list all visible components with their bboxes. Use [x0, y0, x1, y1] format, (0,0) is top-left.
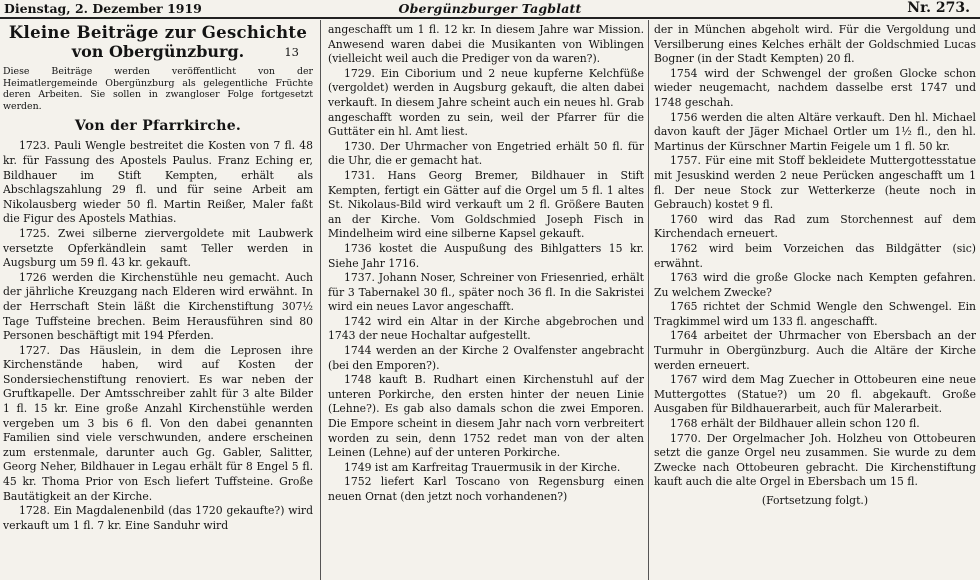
column-divider: [648, 20, 649, 580]
article-title: Kleine Beiträge zur Geschichte: [8, 23, 308, 42]
column-divider: [320, 20, 321, 580]
paragraph: 1760 wird das Rad zum Storchennest auf dem Kirchendach erneuert.: [654, 212, 976, 241]
paragraph: 1737. Johann Noser, Schreiner von Friesenried, erhält für 3 Tabernakel 30 fl., später noch 36 fl. In die Sakristei wird ein neues Lavor angeschafft.: [328, 271, 644, 314]
subtitle-text: von Obergünzburg.: [71, 42, 245, 61]
newspaper-name: Obergünzburger Tagblatt: [398, 1, 582, 16]
paragraph: 1731. Hans Georg Bremer, Bildhauer in Stift Kempten, fertigt ein Gätter auf die Orgel um 5 fl. 1 altes St. Nikolaus-Bild wird verkauft um 2 fl. Größere Bauten an der Kirche. Vom Goldschmied Joseph Fisch in Mindelheim wird eine silberne Kapsel gekauft.: [328, 168, 644, 241]
paragraph: 1752 liefert Karl Toscano von Regensburg einen neuen Ornat (den jetzt noch vorhandenen?): [328, 475, 644, 503]
column-2: [328, 23, 644, 580]
continuation-note: (Fortsetzung folgt.): [761, 494, 869, 507]
article-intro: Diese Beiträge werden veröffentlicht von der Heimatlergemeinde Obergünzburg als gelegentliche Früchte deren Arbeiten. Sie sollen in zwangloser Folge fortgesetzt werden.: [3, 66, 313, 112]
paragraph: 1764 arbeitet der Uhrmacher von Ebersbach an der Turmuhr in Obergünzburg. Auch die Altäre der Kirche werden erneuert.: [654, 329, 976, 372]
part-number: 13: [284, 45, 299, 59]
paragraph: 1727. Das Häuslein, in dem die Leprosen ihre Kirchenstände haben, wird auf Kosten der Sondersiechenstiftung renoviert. Es war neben der Gruftkapelle. Der Amtsschreiber zahlt für 3 alte Bilder 1 fl. 15 kr. Eine große Anzahl Kirchenstühle werden vergeben um 3 bis 6 fl. Von den dabei genannten Familien sind viele verschwunden, andere erscheinen zum erstenmale, darunter auch Gg. Gabler, Salitter, Georg Neher, Bildhauer in Legau erhält für 8 Engel 5 fl. 45 kr. Thoma Prior von Esch liefert Tuffsteine. Große Bautätigkeit an der Kirche.: [3, 343, 313, 503]
paragraph: 1768 erhält der Bildhauer allein schon 120 fl.: [670, 417, 920, 431]
paragraph: 1730. Der Uhrmacher von Engetried erhält 50 fl. für die Uhr, die er gemacht hat.: [328, 139, 644, 168]
paragraph: 1767 wird dem Mag Zuecher in Ottobeuren eine neue Muttergottes (Statue?) um 20 fl. abgekauft. Große Ausgaben für Bildhauerarbeit, auch für Malerarbeit.: [654, 373, 976, 416]
paragraph: 1726 werden die Kirchenstühle neu gemacht. Auch der jährliche Kreuzgang nach Elderen wird erwähnt. In der Herrschaft Stein läßt die Kirchenstiftung 307½ Tage Tuffsteine brechen. Beim Herausführen sind 80 Personen beschäftigt mit 194 Pferden.: [3, 270, 313, 343]
column-1: [3, 23, 313, 580]
paragraph: 1763 wird die große Glocke nach Kempten gefahren. Zu welchem Zwecke?: [654, 271, 976, 299]
section-heading: Von der Pfarrkirche.: [74, 118, 242, 135]
paragraph: 1770. Der Orgelmacher Joh. Holzheu von Ottobeuren setzt die ganze Orgel neu zusammen. Sie wurde zu dem Zwecke nach Ottobeuren gebracht. Die Kirchenstiftung kauft auch die alte Orgel in Ebersbach um 15 fl.: [654, 431, 976, 489]
issue-number: Nr. 273.: [907, 0, 970, 16]
paragraph: 1748 kauft B. Rudhart einen Kirchenstuhl auf der unteren Porkirche, den ersten hinter der neuen Linie (Lehne?). Es gab also damals schon die zwei Emporen. Die Empore scheint in diesem Jahr nach vorn verbreitert worden zu sein, denn 1752 redet man von der alten Leinen (Lehne) auf der unteren Porkirche.: [328, 373, 644, 460]
paragraph: 1762 wird beim Vorzeichen das Bildgätter (sic) erwähnt.: [654, 241, 976, 270]
article-subtitle: [3, 42, 313, 62]
paragraph: der in München abgeholt wird. Für die Vergoldung und Versilberung eines Kelches erhält der Goldschmied Lucas Bogner (in der Stadt Kempten) 20 fl.: [654, 23, 976, 66]
masthead: [0, 0, 980, 19]
issue-date: Dienstag, 2. Dezember 1919: [4, 1, 202, 16]
paragraph: 1754 wird der Schwengel der großen Glocke schon wieder neugemacht, nachdem dasselbe erst 1747 und 1748 geschah.: [654, 66, 976, 109]
paragraph: 1742 wird ein Altar in der Kirche abgebrochen und 1743 der neue Hochaltar aufgestellt.: [328, 314, 644, 343]
paragraph: angeschafft um 1 fl. 12 kr. In diesem Jahre war Mission. Anwesend waren dabei die Musikanten von Wiblingen (vielleicht weil auch die Prediger von da waren?).: [328, 23, 644, 66]
paragraph: 1757. Für eine mit Stoff bekleidete Muttergottesstatue mit Jesuskind werden 2 neue Perücken angeschafft um 1 fl. Der neue Stock zur Wetterkerze (heute noch in Gebrauch) kostet 9 fl.: [654, 154, 976, 212]
paragraph: 1765 richtet der Schmid Wengle den Schwengel. Ein Tragkimmel wird um 133 fl. angeschafft.: [654, 300, 976, 328]
paragraph: 1725. Zwei silberne ziervergoldete mit Laubwerk versetzte Opferkändlein samt Teller werden in Augsburg um 59 fl. 43 kr. gekauft.: [3, 226, 313, 270]
paragraph: 1744 werden an der Kirche 2 Ovalfenster angebracht (bei den Emporen?).: [328, 344, 644, 372]
paragraph: 1756 werden die alten Altäre verkauft. Den hl. Michael davon kauft der Jäger Michael Ortler um 1½ fl., den hl. Martinus der Kürschner Martin Feigele um 1 fl. 50 kr.: [654, 110, 976, 153]
paragraph: 1736 kostet die Auspußung des Bihlgatters 15 kr. Siehe Jahr 1716.: [328, 241, 644, 270]
paragraph: 1728. Ein Magdalenenbild (das 1720 gekaufte?) wird verkauft um 1 fl. 7 kr. Eine Sanduhr wird: [3, 504, 313, 532]
paragraph: 1723. Pauli Wengle bestreitet die Kosten von 7 fl. 48 kr. für Fassung des Apostels Paulus. Franz Eching er, Bildhauer im Stift Kempten, erhält als Abschlagszahlung 29 fl. und für seine Arbeit am Nikolausberg wieder 50 fl. Martin Reißer, Maler faßt die Figur des Apostels Mathias.: [3, 139, 313, 226]
paragraph: 1749 ist am Karfreitag Trauermusik in der Kirche.: [344, 460, 621, 474]
column-3: [654, 23, 976, 580]
paragraph: 1729. Ein Ciborium und 2 neue kupferne Kelchfüße (vergoldet) werden in Augsburg gekauft, die alten dabei verkauft. In diesem Jahre scheint auch ein neues hl. Grab angeschafft worden zu sein, weil der Pfarrer für die Guttäter ein hl. Amt liest.: [328, 66, 644, 139]
